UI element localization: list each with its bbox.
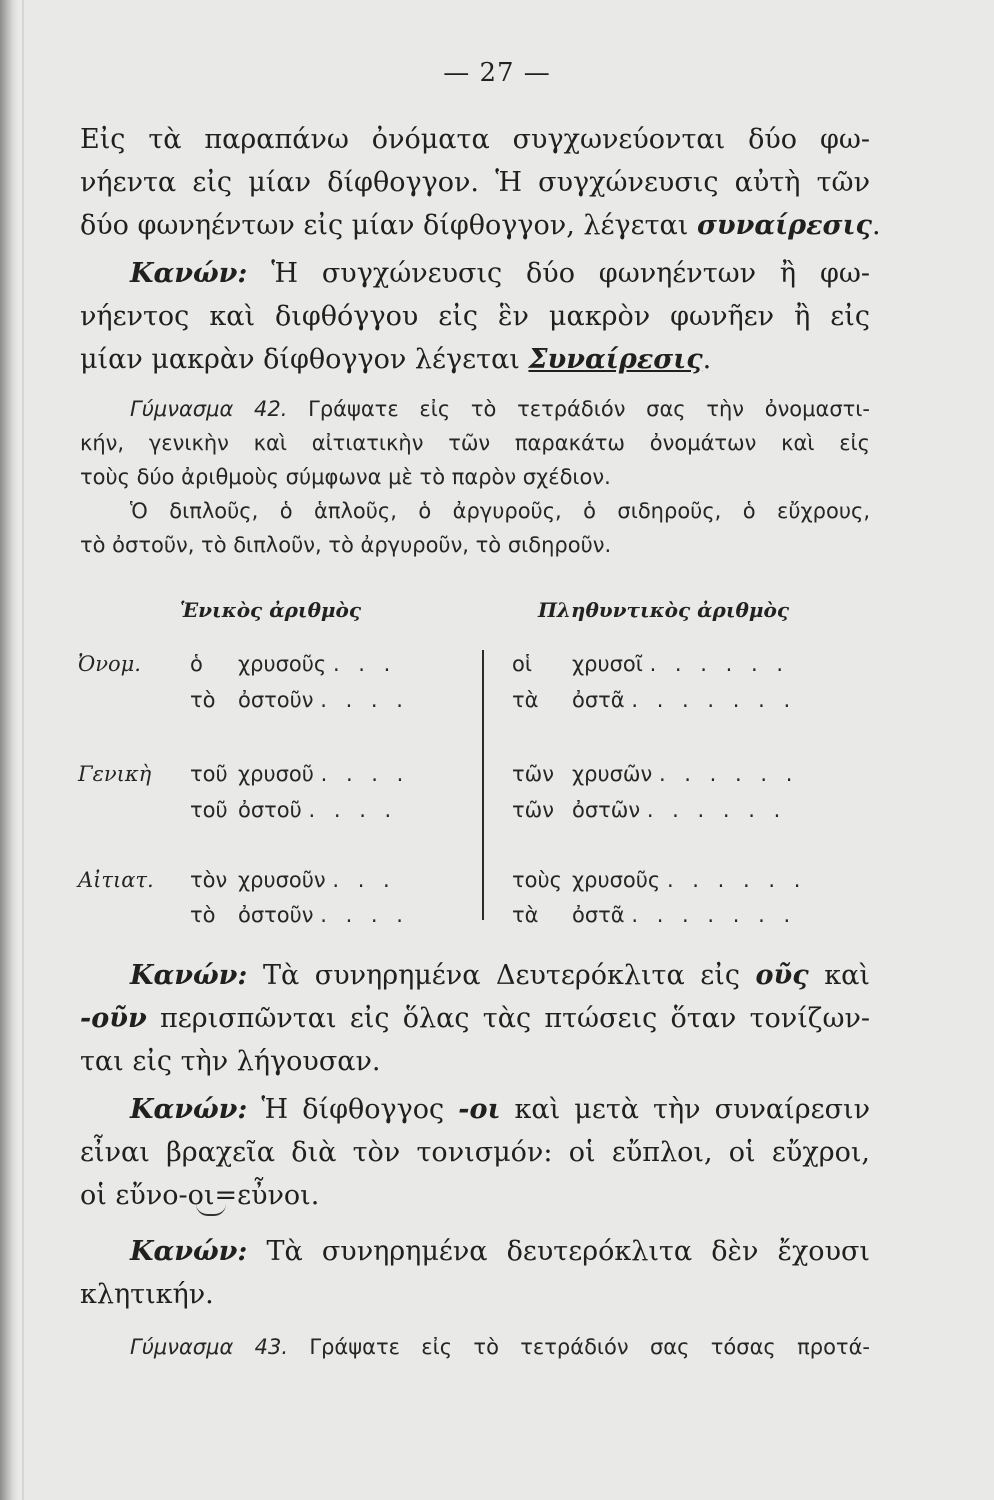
rule-2-line-1	[80, 954, 870, 997]
exercise-42-label: Γύμνασμα 42.	[130, 397, 288, 421]
leader-dots: . . . . . . .	[631, 903, 797, 927]
table-row	[190, 798, 397, 822]
intro-line-3-text: δύο φωνηέντων εἰς μίαν δίφθογγον, λέγεται	[80, 210, 697, 241]
singular-word: ὀστοῦν	[238, 903, 314, 927]
singular-article: τὸν	[190, 868, 228, 892]
singular-article: ὁ	[190, 652, 203, 676]
singular-article: τὸ	[190, 903, 216, 927]
rule-4-line-1-text: Τὰ συνηρημένα δευτερόκλιτα δὲν ἔχουσι	[247, 1236, 870, 1267]
leader-dots: . . . . . . .	[631, 688, 797, 712]
leader-dots: . . .	[332, 652, 397, 676]
rule-2-line-2-text: περισπῶνται εἰς ὅλας τὰς πτώσεις ὅταν τονίζων-	[146, 1003, 870, 1034]
plural-word: ὀστᾶ	[572, 903, 625, 927]
term-synairesis: συναίρεσις	[696, 210, 872, 241]
plural-header: Πληθυντικὸς ἀριθμὸς	[538, 598, 790, 622]
plural-article: τοὺς	[512, 868, 562, 892]
term-oi: -οι	[458, 1094, 501, 1125]
intro-paragraph	[80, 118, 881, 247]
plural-word: χρυσοῦς	[572, 868, 661, 892]
plural-word: χρυσῶν	[572, 762, 653, 786]
leader-dots: . . . .	[320, 762, 410, 786]
table-divider	[482, 650, 484, 920]
exercise-42-line-5: τὸ ὀστοῦν, τὸ διπλοῦν, τὸ ἀργυροῦν, τὸ σιδηροῦν.	[80, 533, 612, 557]
intro-line-3-period: .	[871, 210, 881, 241]
table-row	[512, 798, 786, 822]
exercise-42-line-4: Ὁ διπλοῦς, ὁ ἁπλοῦς, ὁ ἀργυροῦς, ὁ σιδηροῦς, ὁ εὔχρους,	[130, 499, 870, 523]
rule-1-line-3-text: μίαν μακρὰν δίφθογγον λέγεται	[80, 344, 529, 375]
term-synairesis-capital: Συναίρεσις	[528, 344, 703, 375]
table-row	[190, 903, 409, 927]
exercise-43-label: Γύμνασμα 43.	[130, 1335, 289, 1359]
plural-article: τῶν	[512, 798, 554, 822]
intro-line-3	[80, 204, 881, 247]
plural-article: οἱ	[512, 652, 532, 676]
case-accusative: Αἰτιατ.	[78, 868, 154, 892]
rule-1-line-3-period: .	[702, 344, 712, 375]
rule-1-line-1-text: Ἡ συγχώνευσις δύο φωνηέντων ἢ φω-	[247, 258, 870, 289]
rule-4-label: Κανών:	[130, 1236, 248, 1267]
rule-4-line-2: κλητικήν.	[80, 1279, 214, 1310]
rule-4-line-1	[80, 1230, 870, 1273]
leader-dots: . . . .	[320, 688, 409, 712]
leader-dots: . . . .	[308, 798, 398, 822]
rule-3-line-1	[80, 1088, 870, 1131]
rule-3-label: Κανών:	[130, 1094, 248, 1125]
rule-2-label: Κανών:	[130, 960, 248, 991]
leader-dots: . . . .	[320, 903, 409, 927]
plural-article: τὰ	[512, 903, 539, 927]
singular-word: ὀστοῦ	[238, 798, 302, 822]
singular-article: τοῦ	[190, 798, 228, 822]
exercise-42-line-3: τοὺς δύο ἀριθμοὺς σύμφωνα μὲ τὸ παρὸν σχέδιον.	[80, 465, 611, 489]
leader-dots: . . . . . .	[666, 868, 807, 892]
rule-2-line-3: ται εἰς τὴν λήγουσαν.	[80, 1046, 381, 1077]
rule-4	[80, 1230, 870, 1316]
singular-word: χρυσοῦ	[238, 762, 314, 786]
page-crease	[22, 0, 24, 1500]
rule-1-line-3	[80, 338, 870, 381]
table-row	[512, 762, 798, 786]
rule-2-line-2	[80, 997, 870, 1040]
rule-2-line-1-text: Τὰ συνηρημένα Δευτερόκλιτα εἰς	[247, 960, 756, 991]
plural-word: ὀστῶν	[572, 798, 641, 822]
table-row	[512, 903, 796, 927]
plural-word: ὀστᾶ	[572, 688, 625, 712]
exercise-43	[80, 1330, 870, 1364]
leader-dots: . . . . . .	[658, 762, 799, 786]
rule-3-line-1-end: καὶ μετὰ τὴν συναίρεσιν	[500, 1094, 870, 1125]
plural-word: χρυσοῖ	[572, 652, 643, 676]
exercise-43-line-1-text: Γράψατε εἰς τὸ τετράδιόν σας τόσας προτά-	[288, 1335, 870, 1359]
page-binding-shadow	[0, 0, 18, 1500]
exercise-42-line-2: κήν, γενικὴν καὶ αἰτιατικὴν τῶν παρακάτω ὀνομάτων καὶ εἰς	[80, 431, 870, 455]
rule-3-line-2: εἶναι βραχεῖα διὰ τὸν τονισμόν: οἱ εὔπλοι, οἱ εὔχροι,	[80, 1137, 870, 1168]
case-genitive: Γενικὴ	[78, 762, 152, 786]
table-row	[512, 688, 796, 712]
table-row	[190, 762, 409, 786]
rule-1-line-2: νήεντος καὶ διφθόγγου εἰς ἓν μακρὸν φωνῆεν ἢ εἰς	[80, 301, 870, 332]
leader-dots: . . .	[332, 868, 396, 892]
table-row	[190, 688, 409, 712]
rule-1	[80, 252, 870, 381]
term-ous: οῦς	[755, 960, 809, 991]
exercise-42	[80, 392, 870, 562]
exercise-43-line-1	[80, 1330, 870, 1364]
case-nominative: Ὀνομ.	[78, 652, 141, 676]
rule-1-label: Κανών:	[130, 258, 248, 289]
plural-article: τὰ	[512, 688, 539, 712]
singular-word: χρυσοῦς	[238, 652, 327, 676]
rule-2	[80, 954, 870, 1083]
rule-3-line-1-text: Ἡ δίφθογγος	[247, 1094, 459, 1125]
rule-3	[80, 1088, 870, 1217]
leader-dots: . . . . . .	[649, 652, 789, 676]
plural-article: τῶν	[512, 762, 554, 786]
singular-article: τοῦ	[190, 762, 228, 786]
exercise-42-line-1-text: Γράψατε εἰς τὸ τετράδιόν σας τὴν ὀνομαστι-	[287, 397, 870, 421]
table-row	[512, 868, 806, 892]
table-row	[190, 868, 396, 892]
table-row	[190, 652, 396, 676]
singular-word: χρυσοῦν	[238, 868, 326, 892]
term-oun: -οῦν	[80, 1003, 147, 1034]
rule-2-line-1-end: καὶ	[808, 960, 870, 991]
singular-word: ὀστοῦν	[238, 688, 314, 712]
singular-header: Ἑνικὸς ἀριθμὸς	[180, 598, 362, 622]
intro-line-1: Εἰς τὰ παραπάνω ὀνόματα συγχωνεύονται δύο φω-	[80, 124, 870, 155]
intro-line-2: νήεντα εἰς μίαν δίφθογγον. Ἡ συγχώνευσις αὐτὴ τῶν	[80, 167, 870, 198]
rule-1-line-1	[80, 252, 870, 295]
exercise-42-line-1	[80, 392, 870, 426]
page-number: — 27 —	[443, 58, 551, 88]
rule-3-line-3: οἱ εὔνο-οι=εὖνοι.	[80, 1180, 320, 1211]
singular-article: τὸ	[190, 688, 216, 712]
table-row	[512, 652, 789, 676]
leader-dots: . . . . . .	[646, 798, 787, 822]
